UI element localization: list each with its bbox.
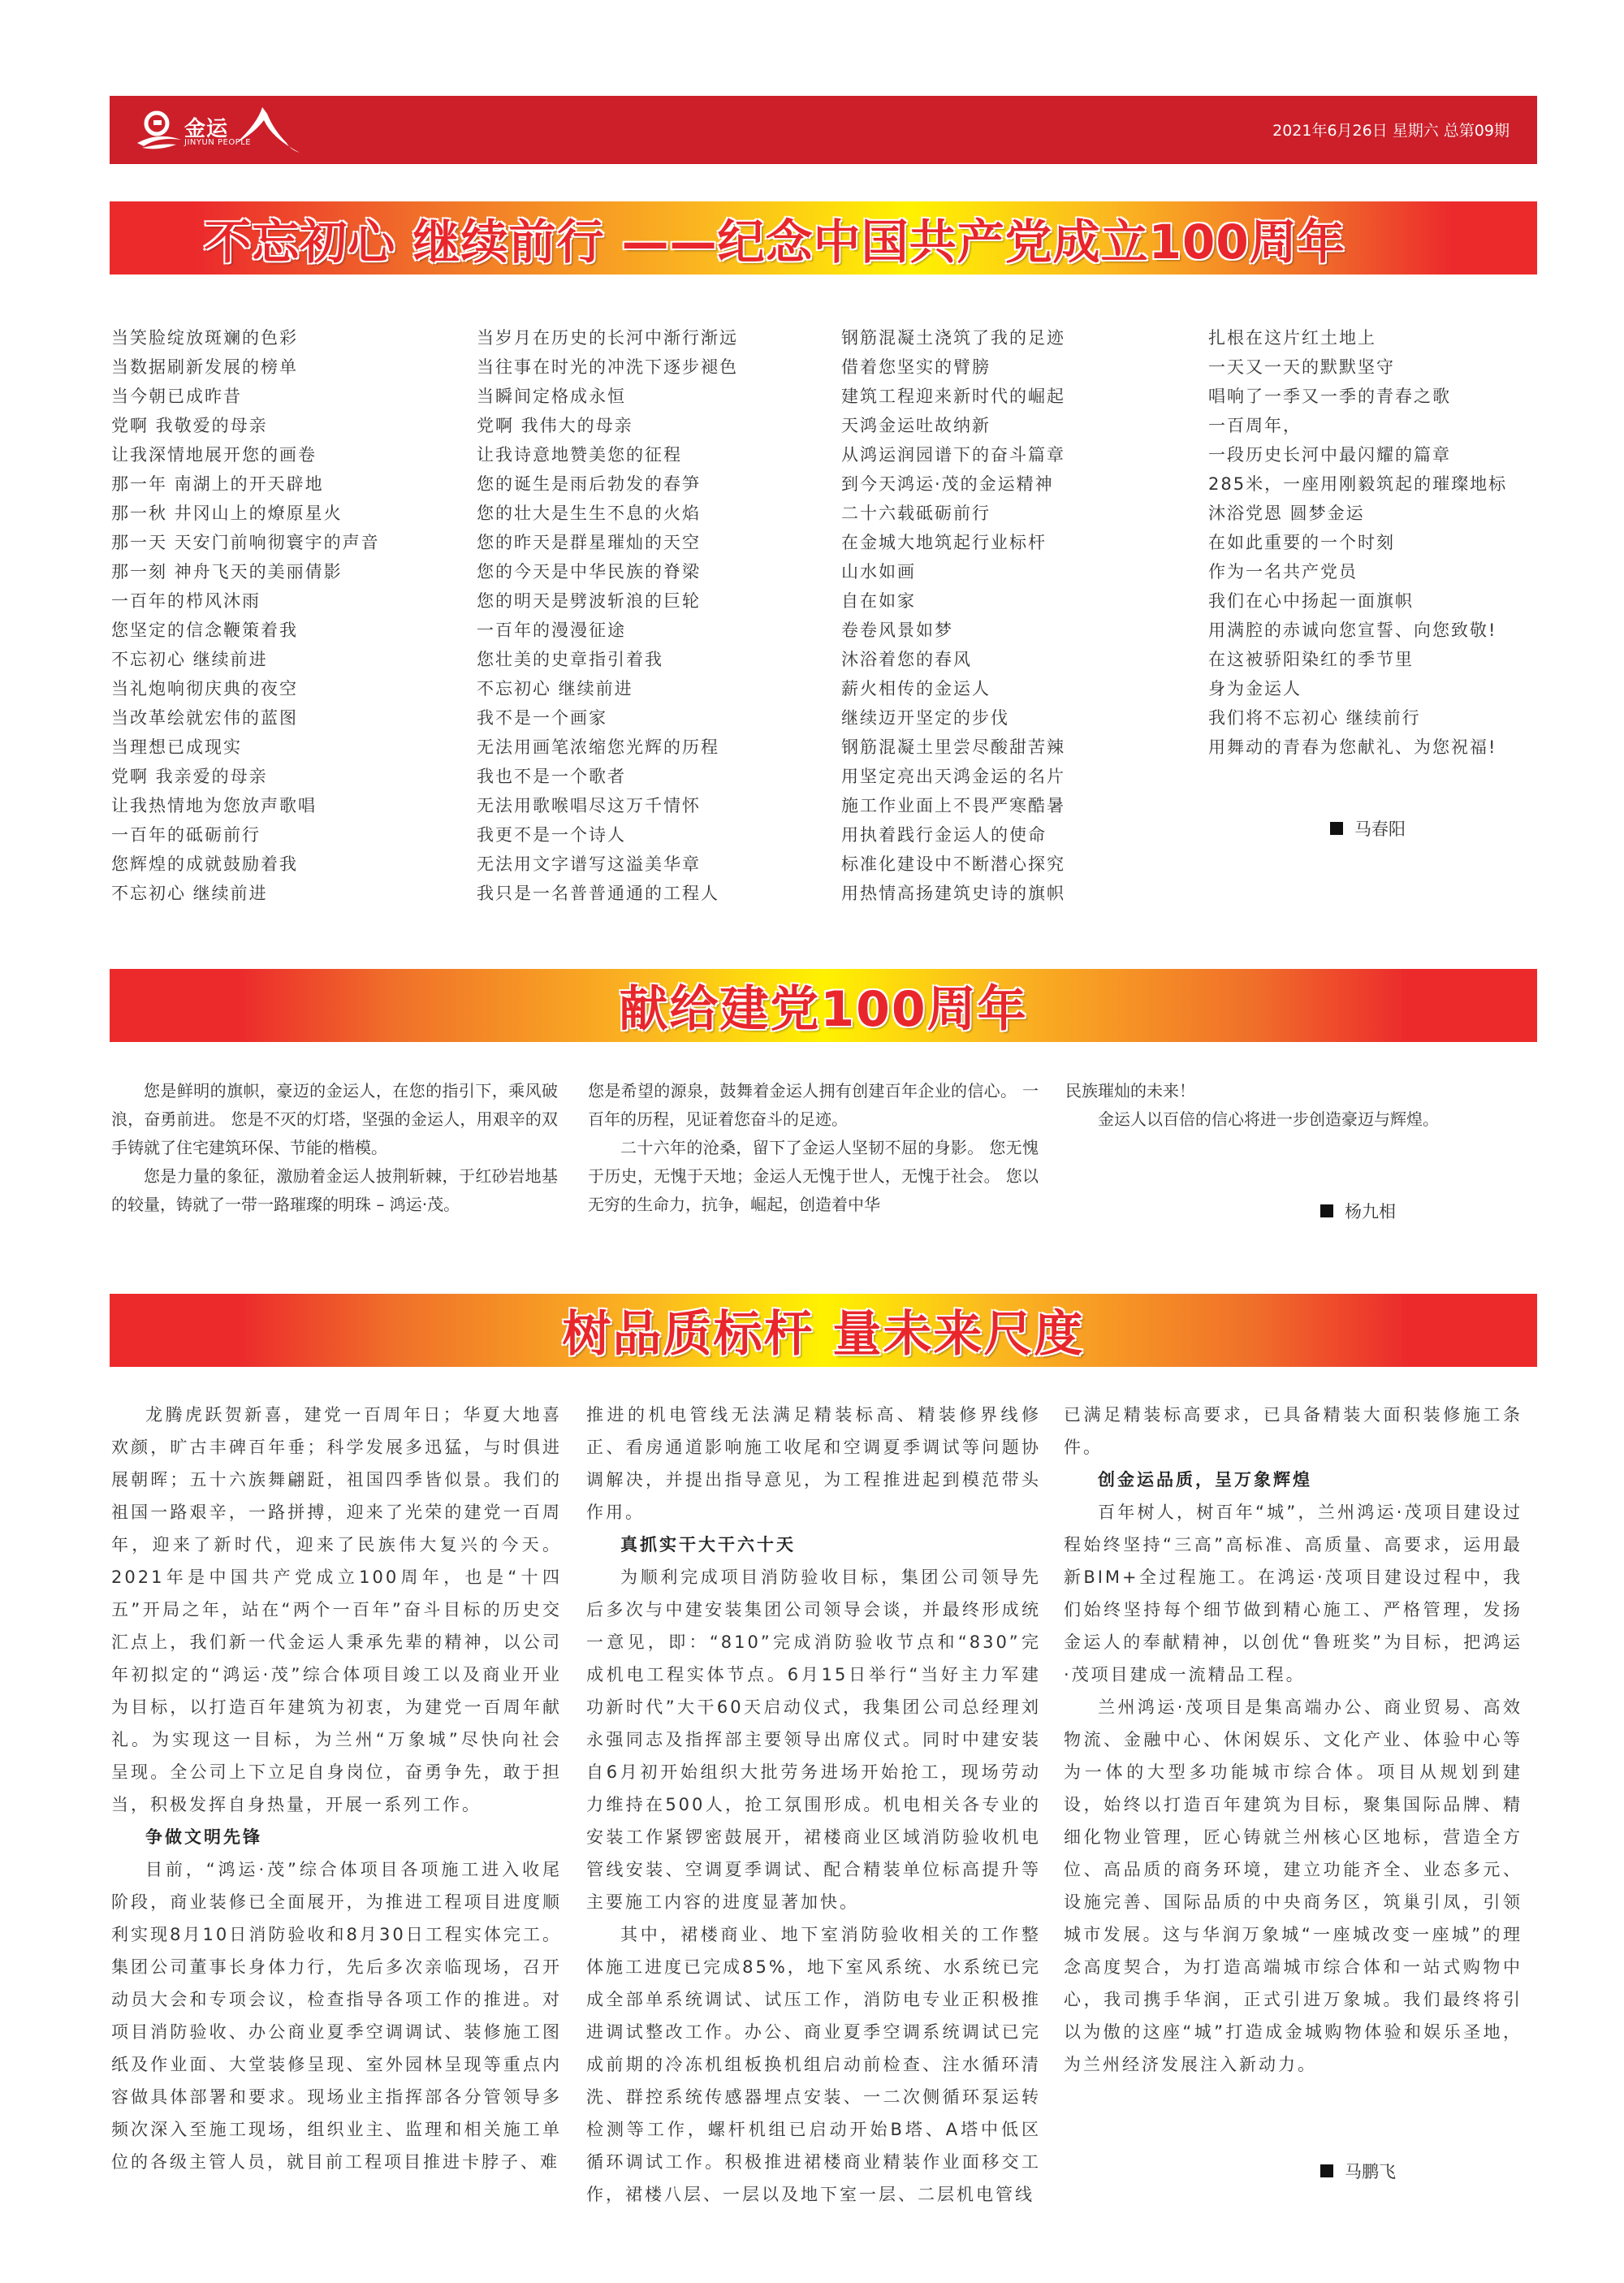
poem-line: 当岁月在历史的长河中渐行渐远 xyxy=(477,328,738,348)
poem-line: 一百年的漫漫征途 xyxy=(477,620,626,640)
section2-byline xyxy=(1320,1199,1396,1223)
poem-line: 在这被骄阳染红的季节里 xyxy=(1208,650,1414,669)
poem-line: 用舞动的青春为您献礼、为您祝福! xyxy=(1208,737,1497,757)
paragraph: 您是力量的象征，激励着金运人披荆斩棘，于红砂岩地基的较量，铸就了一带一路璀璨的明珠 – 鸿运·茂。 xyxy=(111,1166,558,1214)
poem-line: 当理想已成现实 xyxy=(111,737,242,757)
poem-line: 一百年的砥砺前行 xyxy=(111,825,261,845)
section2-column-1 xyxy=(111,1077,558,1219)
poem-line: 唱响了一季又一季的青春之歌 xyxy=(1208,387,1451,406)
poem-line: 党啊 我亲爱的母亲 xyxy=(111,767,268,786)
poem-line: 您辉煌的成就鼓励着我 xyxy=(111,854,298,874)
poem-line: 继续迈开坚定的步伐 xyxy=(841,708,1009,728)
poem-line: 施工作业面上不畏严寒酷暑 xyxy=(841,796,1065,815)
poem-column-2 xyxy=(477,323,834,908)
section2-column-3 xyxy=(1065,1077,1520,1134)
poem-line: 让我深情地展开您的画卷 xyxy=(111,445,317,465)
paragraph: 推进的机电管线无法满足精装标高、精装修界线修正、看房通道影响施工收尾和空调夏季调试等问题协调解决，并提出指导意见，为工程推进起到模范带头作用。 xyxy=(586,1405,1041,1522)
paragraph: 龙腾虎跃贺新喜，建党一百周年日；华夏大地喜欢颜，旷古丰碑百年垂；科学发展多迅猛，与时俱进展朝晖；五十六族舞翩跹，祖国四季皆似景。我们的祖国一路艰辛，一路拼搏，迎来了光荣的建党一百周年，迎来了新时代，迎来了民族伟大复兴的今天。2021年是中国共产党成立100周年，也是“十四五”开局之年，站在“两个一百年”奋斗目标的历史交汇点上，我们新一代金运人秉承先辈的精神，以公司年初拟定的“鸿运·茂”综合体项目竣工以及商业开业为目标，以打造百年建筑为初衷，为建党一百周年献礼。为实现这一目标，为兰州“万象城”尽快向社会呈现。全公司上下立足自身岗位，奋勇争先，敢于担当，积极发挥自身热量，开展一系列工作。 xyxy=(111,1405,562,1814)
poem-line: 当数据刷新发展的榜单 xyxy=(111,357,298,377)
subheading: 创金运品质，呈万象辉煌 xyxy=(1098,1470,1312,1490)
poem-line: 不忘初心 继续前进 xyxy=(111,884,268,903)
section3-title: 树品质标杆 量未来尺度 xyxy=(562,1306,1085,1363)
paragraph: 二十六年的沧桑，留下了金运人坚韧不屈的身影。 您无愧于历史，无愧于天地；金运人无愧于世人，无愧于社会。 您以无穷的生命力，抗争，崛起，创造着中华 xyxy=(588,1138,1039,1214)
poem-line: 那一天 天安门前响彻寰宇的声音 xyxy=(111,533,380,552)
jinyun-logo xyxy=(134,106,378,154)
poem-line: 薪火相传的金运人 xyxy=(841,679,991,698)
paragraph: 您是鲜明的旗帜，豪迈的金运人，在您的指引下，乘风破浪，奋勇前进。 您是不灭的灯塔，坚强的金运人，用艰辛的双手铸就了住宅建筑环保、节能的楷模。 xyxy=(111,1081,558,1157)
poem-line: 当改革绘就宏伟的蓝图 xyxy=(111,708,298,728)
poem-line: 我们在心中扬起一面旗帜 xyxy=(1208,591,1414,611)
section3-banner xyxy=(110,1294,1537,1367)
poem-line: 您坚定的信念鞭策着我 xyxy=(111,620,298,640)
black-square-icon xyxy=(1320,2164,1333,2177)
poem-line: 无法用文字谱写这溢美华章 xyxy=(477,854,701,874)
author-name: 马鹏飞 xyxy=(1345,2162,1396,2181)
poem-line: 作为一名共产党员 xyxy=(1208,562,1358,582)
section1-title: 不忘初心 继续前行 ——纪念中国共产党成立100周年 xyxy=(204,214,1345,270)
poem-line: 您的壮大是生生不息的火焰 xyxy=(477,504,701,523)
poem-column-1 xyxy=(111,323,469,908)
poem-line: 党啊 我敬爱的母亲 xyxy=(111,416,268,435)
poem-line: 无法用歌喉唱尽这万千情怀 xyxy=(477,796,701,815)
subheading: 真抓实干大干六十天 xyxy=(620,1535,796,1554)
section3-column-3 xyxy=(1064,1399,1522,2081)
poem-line: 我也不是一个歌者 xyxy=(477,767,626,786)
poem-line: 当笑脸绽放斑斓的色彩 xyxy=(111,328,298,348)
paragraph: 您是希望的源泉，鼓舞着金运人拥有创建百年企业的信心。 一百年的历程，见证着您奋斗的足迹。 xyxy=(588,1081,1039,1129)
section1-byline xyxy=(1330,816,1406,841)
poem-line: 一百年的栉风沐雨 xyxy=(111,591,261,611)
poem-line: 党啊 我伟大的母亲 xyxy=(477,416,633,435)
poem-line: 当往事在时光的冲洗下逐步褪色 xyxy=(477,357,738,377)
paragraph: 其中，裙楼商业、地下室消防验收相关的工作整体施工进度已完成85%，地下室风系统、水系统已完成全部单系统调试、试压工作，消防电专业正积极推进调试整改工作。办公、商业夏季空调系统调试已完成前期的冷冻机组板换机组启动前检查、注水循环清洗、群控系统传感器埋点安装、一二次侧循环泵运转检测等工作，螺杆机组已启动开始B塔、A塔中低区循环调试工作。积极推进裙楼商业精装作业面移交工作，裙楼八层、一层以及地下室一层、二层机电管线 xyxy=(586,1925,1041,2204)
poem-line: 您的诞生是雨后勃发的春笋 xyxy=(477,474,701,494)
poem-line: 用执着践行金运人的使命 xyxy=(841,825,1047,845)
masthead xyxy=(110,96,1537,164)
issue-info: 2021年6月26日 星期六 总第09期 xyxy=(1272,122,1510,140)
poem-line: 钢筋混凝土浇筑了我的足迹 xyxy=(841,328,1065,348)
poem-line: 我们将不忘初心 继续前行 xyxy=(1208,708,1421,728)
poem-line: 那一刻 神舟飞天的美丽倩影 xyxy=(111,562,343,582)
poem-line: 您的今天是中华民族的脊梁 xyxy=(477,562,701,582)
paragraph: 金运人以百倍的信心将进一步创造豪迈与辉煌。 xyxy=(1098,1109,1439,1129)
poem-line: 用满腔的赤诚向您宣誓、向您致敬! xyxy=(1208,620,1497,640)
poem-line: 沐浴着您的春风 xyxy=(841,650,972,669)
section1-banner xyxy=(110,201,1537,275)
poem-line: 沐浴党恩 圆梦金运 xyxy=(1208,504,1365,523)
black-square-icon xyxy=(1320,1204,1333,1217)
section3-column-2 xyxy=(586,1399,1041,2211)
section2-title: 献给建党100周年 xyxy=(619,981,1028,1038)
poem-line: 卷卷风景如梦 xyxy=(841,620,953,640)
poem-line: 当瞬间定格成永恒 xyxy=(477,387,626,406)
paragraph: 目前，“鸿运·茂”综合体项目各项施工进入收尾阶段，商业装修已全面展开，为推进工程项目进度顺利实现8月10日消防验收和8月30日工程实体完工。集团公司董事长身体力行，先后多次亲临现场，召开动员大会和专项会议，检查指导各项工作的推进。对项目消防验收、办公商业夏季空调调试、装修施工图纸及作业面、大堂装修呈现、室外园林呈现等重点内容做具体部署和要求。现场业主指挥部各分管领导多频次深入至施工现场，组织业主、监理和相关施工单位的各级主管人员，就目前工程项目推进卡脖子、难 xyxy=(111,1860,562,2172)
paragraph: 兰州鸿运·茂项目是集高端办公、商业贸易、高效物流、金融中心、休闲娱乐、文化产业、体验中心等为一体的大型多功能城市综合体。项目从规划到建设，始终以打造百年建筑为目标，聚集国际品牌、精细化物业管理，匠心铸就兰州核心区地标，营造全方位、高品质的商务环境，建立功能齐全、业态多元、设施完善、国际品质的中央商务区，筑巢引凤，引领城市发展。这与华润万象城“一座城改变一座城”的理念高度契合，为打造高端城市综合体和一站式购物中心，我司携手华润，正式引进万象城。我们最终将引以为傲的这座“城”打造成金城购物体验和娱乐圣地，为兰州经济发展注入新动力。 xyxy=(1064,1697,1522,2074)
poem-line: 不忘初心 继续前进 xyxy=(111,650,268,669)
poem-line: 标准化建设中不断潜心探究 xyxy=(841,854,1065,874)
poem-line: 身为金运人 xyxy=(1208,679,1302,698)
poem-line: 钢筋混凝土里尝尽酸甜苦辣 xyxy=(841,737,1065,757)
poem-line: 到今天鸿运·茂的金运精神 xyxy=(841,474,1054,494)
poem-line: 那一秋 井冈山上的燎原星火 xyxy=(111,504,343,523)
subheading: 争做文明先锋 xyxy=(145,1827,262,1847)
poem-line: 二十六载砥砺前行 xyxy=(841,504,991,523)
paragraph: 已满足精装标高要求，已具备精装大面积装修施工条件。 xyxy=(1064,1405,1522,1457)
poem-line: 无法用画笔浓缩您光辉的历程 xyxy=(477,737,719,757)
author-name: 马春阳 xyxy=(1354,819,1406,839)
section3-column-1 xyxy=(111,1399,562,2178)
poem-line: 建筑工程迎来新时代的崛起 xyxy=(841,387,1065,406)
poem-line: 一天又一天的默默坚守 xyxy=(1208,357,1395,377)
poem-line: 您的明天是劈波斩浪的巨轮 xyxy=(477,591,701,611)
poem-line: 借着您坚实的臂膀 xyxy=(841,357,991,377)
section2-banner xyxy=(110,969,1537,1042)
poem-line: 自在如家 xyxy=(841,591,916,611)
poem-line: 不忘初心 继续前进 xyxy=(477,679,633,698)
author-name: 杨九相 xyxy=(1345,1202,1396,1221)
poem-line: 当今朝已成昨昔 xyxy=(111,387,242,406)
poem-line: 用坚定亮出天鸿金运的名片 xyxy=(841,767,1065,786)
section3-byline xyxy=(1320,2159,1396,2183)
brand-cn: 金运 xyxy=(184,117,229,141)
poem-line: 那一年 南湖上的开天辟地 xyxy=(111,474,324,494)
black-square-icon xyxy=(1330,822,1343,835)
jinyun-logo-icon xyxy=(134,107,183,153)
poem-line: 扎根在这片红土地上 xyxy=(1208,328,1376,348)
poem-line: 一百周年， xyxy=(1208,416,1302,435)
poem-line: 用热情高扬建筑史诗的旗帜 xyxy=(841,884,1065,903)
poem-line: 在金城大地筑起行业标杆 xyxy=(841,533,1047,552)
poem-line: 天鸿金运吐故纳新 xyxy=(841,416,991,435)
poem-line: 山水如画 xyxy=(841,562,916,582)
poem-line: 当礼炮响彻庆典的夜空 xyxy=(111,679,298,698)
ren-character-icon xyxy=(230,106,303,154)
poem-column-3 xyxy=(841,323,1199,908)
poem-line: 我只是一名普普通通的工程人 xyxy=(477,884,719,903)
poem-line: 我更不是一个诗人 xyxy=(477,825,626,845)
paragraph: 百年树人，树百年“城”，兰州鸿运·茂项目建设过程始终坚持“三高”高标准、高质量、高要求，运用最新BIM+全过程施工。在鸿运·茂项目建设过程中，我们始终坚持每个细节做到精心施工、严格管理，发扬金运人的奉献精神，以创优“鲁班奖”为目标，把鸿运·茂项目建成一流精品工程。 xyxy=(1064,1503,1522,1684)
poem-line: 285米，一座用刚毅筑起的璀璨地标 xyxy=(1208,474,1508,494)
section2-column-2 xyxy=(588,1077,1039,1219)
poem-column-4 xyxy=(1208,323,1566,762)
poem-line: 我不是一个画家 xyxy=(477,708,607,728)
paragraph: 为顺利完成项目消防验收目标，集团公司领导先后多次与中建安装集团公司领导会谈，并最终形成统一意见，即：“810”完成消防验收节点和“830”完成机电工程实体节点。6月15日举行“当好主力军建功新时代”大干60天启动仪式，我集团公司总经理刘永强同志及指挥部主要领导出席仪式。同时中建安装自6月初开始组织大批劳务进场开始抢工，现场劳动力维持在500人，抢工氛围形成。机电相关各专业的安装工作紧锣密鼓展开，裙楼商业区域消防验收机电管线安装、空调夏季调试、配合精装单位标高提升等主要施工内容的进度显著加快。 xyxy=(586,1567,1041,1912)
poem-line: 在如此重要的一个时刻 xyxy=(1208,533,1395,552)
brand-en: JINYUN PEOPLE xyxy=(184,138,252,147)
poem-line: 让我诗意地赞美您的征程 xyxy=(477,445,682,465)
paragraph: 民族璀灿的未来！ xyxy=(1065,1081,1195,1100)
poem-line: 一段历史长河中最闪耀的篇章 xyxy=(1208,445,1451,465)
poem-line: 让我热情地为您放声歌唱 xyxy=(111,796,317,815)
poem-line: 您的昨天是群星璀灿的天空 xyxy=(477,533,701,552)
poem-line: 从鸿运润园谱下的奋斗篇章 xyxy=(841,445,1065,465)
poem-line: 您壮美的史章指引着我 xyxy=(477,650,663,669)
